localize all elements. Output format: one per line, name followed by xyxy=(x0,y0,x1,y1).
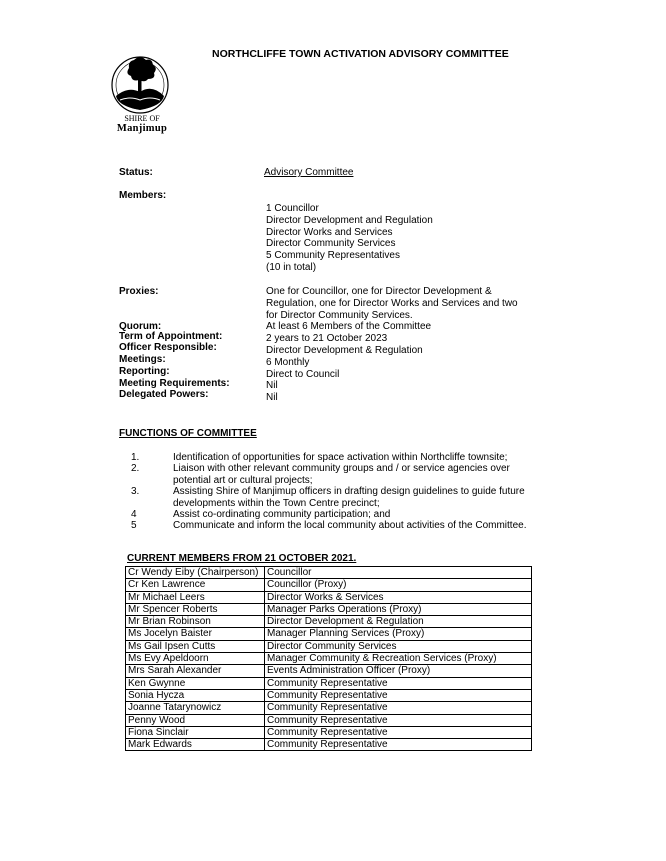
status-value: Advisory Committee xyxy=(264,167,354,178)
term-value: 2 years to 21 October 2023 xyxy=(266,333,388,344)
proxies-line: for Director Community Services. xyxy=(266,309,413,321)
member-role: Director Development & Regulation xyxy=(265,616,532,628)
member-name: Penny Wood xyxy=(126,714,265,726)
function-text: Identification of opportunities for space activation within Northcliffe townsite; xyxy=(173,452,508,463)
reporting-value: Direct to Council xyxy=(266,369,340,380)
term-label: Term of Appointment: xyxy=(119,331,223,342)
officer-value: Director Development & Regulation xyxy=(266,345,423,356)
status-label: Status: xyxy=(119,167,153,178)
table-row xyxy=(126,689,532,701)
function-text: Communicate and inform the local community about activities of the Committee. xyxy=(173,520,527,531)
proxies-line: One for Councillor, one for Director Development & xyxy=(266,286,492,297)
function-number: 4 xyxy=(131,509,137,520)
meetings-value: 6 Monthly xyxy=(266,357,310,368)
members-line: 5 Community Representatives xyxy=(266,250,400,262)
function-item xyxy=(131,463,551,487)
quorum-label: Quorum: xyxy=(119,321,162,332)
function-item xyxy=(131,486,551,510)
table-row xyxy=(126,726,532,738)
table-row xyxy=(126,702,532,714)
member-name: Ms Gail Ipsen Cutts xyxy=(126,640,265,652)
function-text xyxy=(173,463,538,486)
member-name: Ms Evy Apeldoorn xyxy=(126,653,265,665)
members-line: Director Works and Services xyxy=(266,226,393,238)
meeting-requirements-label: Meeting Requirements: xyxy=(119,378,230,389)
member-name: Sonia Hycza xyxy=(126,689,265,701)
members-table xyxy=(125,566,532,751)
table-row xyxy=(126,653,532,665)
meeting-requirements-value: Nil xyxy=(266,380,278,391)
member-role: Community Representative xyxy=(265,677,532,689)
function-number: 1. xyxy=(131,452,140,463)
member-name: Joanne Tatarynowicz xyxy=(126,702,265,714)
member-name: Fiona Sinclair xyxy=(126,726,265,738)
member-name: Mr Brian Robinson xyxy=(126,616,265,628)
member-name: Mrs Sarah Alexander xyxy=(126,665,265,677)
member-role: Community Representative xyxy=(265,726,532,738)
members-line: (10 in total) xyxy=(266,261,317,273)
member-role: Councillor xyxy=(265,567,532,579)
functions-heading: FUNCTIONS OF COMMITTEE xyxy=(119,428,257,439)
function-number: 5 xyxy=(131,520,137,531)
member-role: Community Representative xyxy=(265,689,532,701)
member-role: Manager Planning Services (Proxy) xyxy=(265,628,532,640)
function-number: 3. xyxy=(131,486,140,497)
members-label: Members: xyxy=(119,190,167,201)
proxies-line: Regulation, one for Director Works and Services and two xyxy=(266,297,518,309)
quorum-value: At least 6 Members of the Committee xyxy=(266,321,432,332)
member-name: Mark Edwards xyxy=(126,739,265,751)
delegated-powers-value: Nil xyxy=(266,392,278,403)
function-line: potential art or cultural projects; xyxy=(173,474,313,486)
member-role: Events Administration Officer (Proxy) xyxy=(265,665,532,677)
member-name: Ms Jocelyn Baister xyxy=(126,628,265,640)
table-row xyxy=(126,640,532,652)
function-text xyxy=(173,486,538,509)
table-row xyxy=(126,739,532,751)
function-text: Assist co-ordinating community participation; and xyxy=(173,509,391,520)
members-line: Director Community Services xyxy=(266,238,396,250)
table-row xyxy=(126,603,532,615)
member-name: Cr Ken Lawrence xyxy=(126,579,265,591)
table-row xyxy=(126,628,532,640)
member-role: Director Community Services xyxy=(265,640,532,652)
member-role: Councillor (Proxy) xyxy=(265,579,532,591)
member-name: Ken Gwynne xyxy=(126,677,265,689)
function-line: developments within the Town Centre precinct; xyxy=(173,497,380,509)
document-title: NORTHCLIFFE TOWN ACTIVATION ADVISORY COMMITTEE xyxy=(212,48,509,60)
delegated-powers-label: Delegated Powers: xyxy=(119,389,209,400)
function-line: Assisting Shire of Manjimup officers in drafting design guidelines to guide future xyxy=(173,486,525,497)
members-value xyxy=(266,203,433,274)
member-role: Manager Community & Recreation Services (Proxy) xyxy=(265,653,532,665)
function-number: 2. xyxy=(131,463,140,474)
function-item xyxy=(131,520,551,532)
logo-shire-text: SHIRE OF xyxy=(124,114,160,123)
member-role: Community Representative xyxy=(265,714,532,726)
proxies-value xyxy=(266,286,518,321)
member-role: Community Representative xyxy=(265,739,532,751)
member-name: Mr Spencer Roberts xyxy=(126,603,265,615)
members-line: Director Development and Regulation xyxy=(266,214,433,226)
table-row xyxy=(126,714,532,726)
function-line: Liaison with other relevant community groups and / or service agencies over xyxy=(173,463,510,474)
proxies-label: Proxies: xyxy=(119,286,159,297)
officer-label: Officer Responsible: xyxy=(119,342,217,353)
table-row xyxy=(126,591,532,603)
table-row xyxy=(126,616,532,628)
members-line: 1 Councillor xyxy=(266,203,319,214)
member-role: Community Representative xyxy=(265,702,532,714)
member-name: Mr Michael Leers xyxy=(126,591,265,603)
table-row xyxy=(126,665,532,677)
member-role: Director Works & Services xyxy=(265,591,532,603)
table-row xyxy=(126,677,532,689)
logo-manjimup-text: Manjimup xyxy=(116,123,168,134)
member-name: Cr Wendy Eiby (Chairperson) xyxy=(126,567,265,579)
meetings-label: Meetings: xyxy=(119,354,166,365)
table-row xyxy=(126,579,532,591)
table-row xyxy=(126,567,532,579)
reporting-label: Reporting: xyxy=(119,366,170,377)
member-role: Manager Parks Operations (Proxy) xyxy=(265,603,532,615)
members-table-heading: CURRENT MEMBERS FROM 21 OCTOBER 2021. xyxy=(127,553,357,564)
